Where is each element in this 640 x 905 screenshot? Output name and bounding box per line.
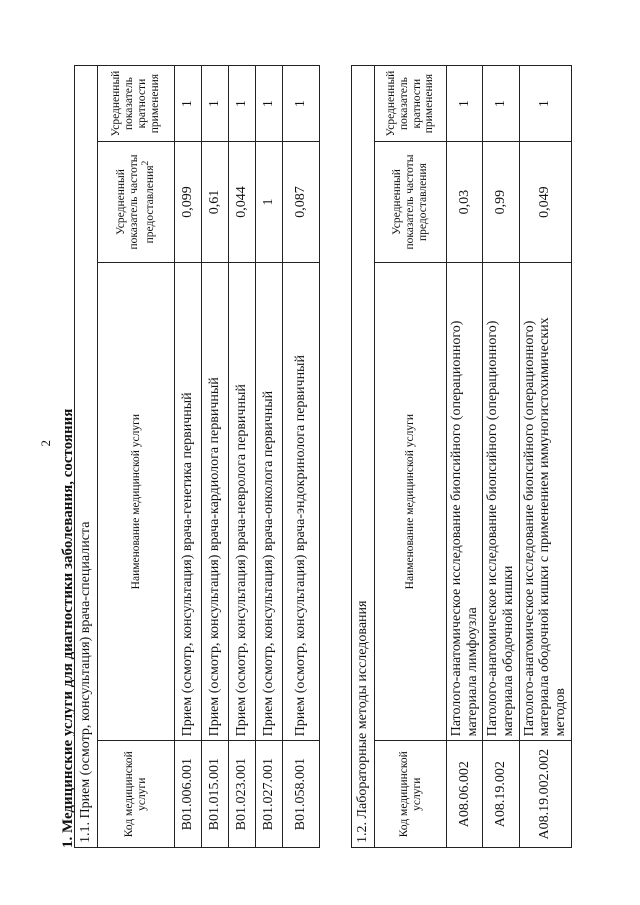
service-code: B01.058.001 [283,741,320,848]
header-frequency: Усредненный показатель частоты предоставления$^2$ [98,142,175,263]
multiplicity-value: 1 [483,66,519,142]
frequency-value: 1 [256,142,283,263]
table-row [202,66,229,848]
service-name: Прием (осмотр, консультация) врача-кардиолога первичный [202,262,229,741]
section-title: 1. Медицинские услуги для диагностики заболевания, состояния [60,408,76,848]
frequency-value: 0,61 [202,142,229,263]
header-name: Наименование медицинской услуги [375,262,447,741]
service-code: B01.023.001 [229,741,256,848]
frequency-value: 0,099 [175,142,202,263]
page-number: 2 [38,440,53,447]
service-code: B01.006.001 [175,741,202,848]
specialist-consultations-table [74,65,320,848]
frequency-value: 0,087 [283,142,320,263]
table-row [229,66,256,848]
service-name: Прием (осмотр, консультация) врача-невролога первичный [229,262,256,741]
service-code: A08.06.002 [447,741,483,848]
multiplicity-value: 1 [202,66,229,142]
frequency-value: 0,03 [447,142,483,263]
table-row [256,66,283,848]
table-row [175,66,202,848]
service-code: B01.015.001 [202,741,229,848]
service-code: A08.19.002 [483,741,519,848]
service-name: Патолого-анатомическое исследование биопсийного (операционного) материала ободочной кишки с применением иммуногистохимических методов [519,262,571,741]
header-code: Код медицинской услуги [375,741,447,848]
service-name: Прием (осмотр, консультация) врача-онколога первичный [256,262,283,741]
table-row [483,66,519,848]
multiplicity-value: 1 [283,66,320,142]
service-name: Патолого-анатомическое исследование биопсийного (операционного) материала лимфоузла [447,262,483,741]
frequency-value: 0,99 [483,142,519,263]
subsection-title: 1.1. Прием (осмотр, консультация) врача-специалиста [75,66,98,848]
multiplicity-value: 1 [256,66,283,142]
multiplicity-value: 1 [519,66,571,142]
service-name: Прием (осмотр, консультация) врача-эндокринолога первичный [283,262,320,741]
service-name: Патолого-анатомическое исследование биопсийного (операционного) материала ободочной кишки [483,262,519,741]
subsection-title: 1.2. Лабораторные методы исследования [352,66,375,848]
multiplicity-value: 1 [229,66,256,142]
multiplicity-value: 1 [447,66,483,142]
header-frequency: Усредненный показатель частоты предоставления [375,142,447,263]
header-multiplicity: Усредненный показатель кратности применения [98,66,175,142]
table-row [519,66,571,848]
service-name: Прием (осмотр, консультация) врача-генетика первичный [175,262,202,741]
table-row [447,66,483,848]
frequency-value: 0,044 [229,142,256,263]
multiplicity-value: 1 [175,66,202,142]
header-multiplicity: Усредненный показатель кратности применения [375,66,447,142]
header-name: Наименование медицинской услуги [98,262,175,741]
service-code: A08.19.002.002 [519,741,571,848]
laboratory-methods-table [351,65,572,848]
service-code: B01.027.001 [256,741,283,848]
table-row [283,66,320,848]
header-code: Код медицинской услуги [98,741,175,848]
frequency-value: 0,049 [519,142,571,263]
